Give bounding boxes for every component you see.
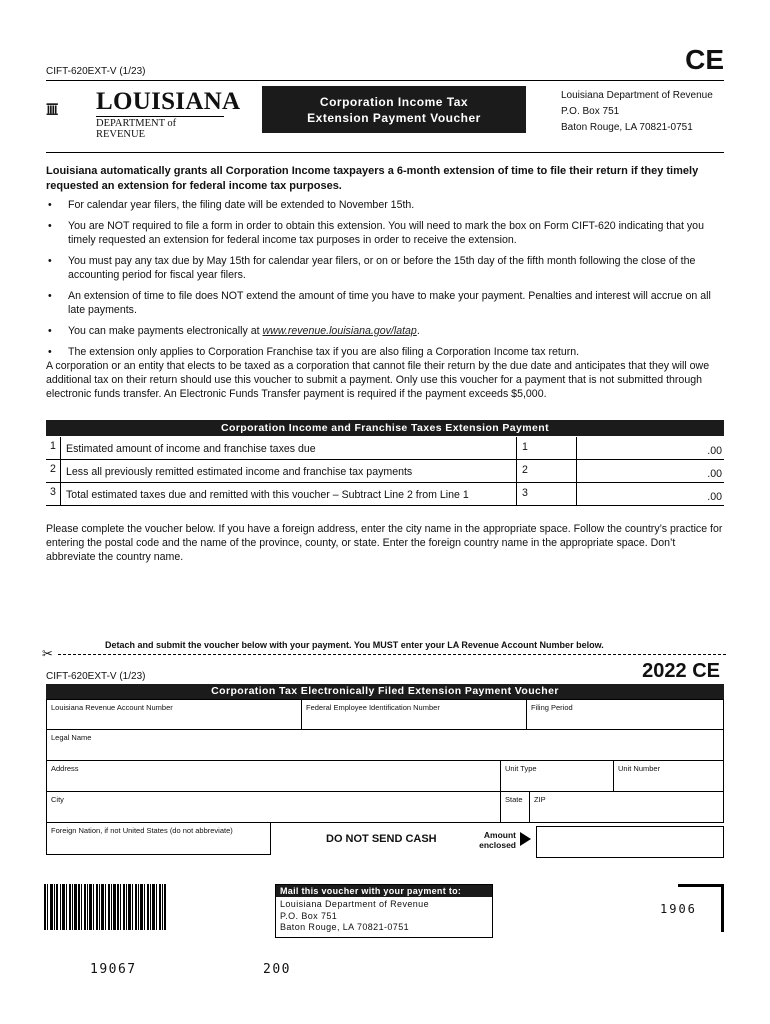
scissors-icon: ✂	[42, 646, 53, 661]
field-label: City	[51, 795, 64, 804]
address-field[interactable]	[46, 760, 501, 792]
bullet-suffix: .	[416, 325, 420, 337]
bullet-item: • An extension of time to file does NOT extend the amount of time you have to make your payment. Penalties and interest will accrue on all late payments.	[46, 289, 726, 317]
amount-enclosed-field[interactable]	[536, 826, 724, 858]
bullet-item: • For calendar year filers, the filing date will be extended to November 15th.	[46, 198, 726, 212]
mail-line1: Louisiana Department of Revenue	[280, 899, 429, 909]
zip-field[interactable]	[529, 791, 724, 823]
mail-line2: P.O. Box 751	[280, 910, 338, 921]
form-title	[262, 86, 526, 133]
field-label: Louisiana Revenue Account Number	[51, 703, 173, 712]
field-label: Unit Number	[618, 764, 661, 773]
eligibility-paragraph: A corporation or an entity that elects to be taxed as a corporation that cannot file their return by the due date and anticipates that they will owe additional tax on their return should use this voucher to submit a payment. Only use this voucher for a payment that is not submitted through electronic funds transfer. An Electronic Funds Transfer payment is required if the payment exceeds $5,000.	[46, 360, 710, 400]
cents-label: .00	[707, 445, 722, 457]
voucher-form-id: CIFT-620EXT-V (1/23)	[46, 671, 146, 682]
title-line2: Extension Payment Voucher	[307, 110, 481, 125]
mailing-address-box	[275, 884, 493, 938]
field-label: Filing Period	[531, 703, 573, 712]
bullet-item: • You are NOT required to file a form in order to obtain this extension. You will need to mark the box on Form CIFT-620 indicating that you timely requested an extension for federal income tax purposes in order to receive the extension.	[46, 219, 726, 247]
legal-name-field[interactable]	[46, 729, 724, 761]
cut-line	[58, 654, 726, 655]
field-label: Foreign Nation, if not United States (do not abbreviate)	[51, 826, 233, 835]
unit-number-field[interactable]	[613, 760, 724, 792]
scan-code-right: 1906	[660, 902, 697, 916]
section-divider	[46, 152, 724, 153]
calc-row-3	[46, 483, 724, 506]
bullet-item: • The extension only applies to Corporation Franchise tax if you are also filing a Corporation Income tax return.	[46, 345, 726, 359]
row-number: 1	[46, 437, 61, 459]
cents-label: .00	[707, 491, 722, 503]
amount-field-line3[interactable]	[576, 483, 724, 505]
line-number: 3	[516, 483, 522, 505]
cents-label: .00	[707, 468, 722, 480]
line-number: 2	[516, 460, 522, 482]
scan-code-middle: 200	[263, 962, 291, 977]
intro-text: Louisiana automatically grants all Corporation Income taxpayers a 6-month extension of time to file their return if they timely requested an extension for federal income tax purposes.	[46, 165, 699, 192]
agency-dept: DEPARTMENT of REVENUE	[96, 116, 224, 140]
detach-instructions: Detach and submit the voucher below with your payment. You MUST enter your LA Revenue Account Number below.	[105, 640, 604, 650]
bullet-prefix: You can make payments electronically at	[68, 325, 263, 337]
amount-label-line1: Amount	[483, 830, 516, 840]
address-line1: Louisiana Department of Revenue	[561, 90, 713, 101]
row-number: 2	[46, 460, 61, 482]
unit-type-field[interactable]	[500, 760, 614, 792]
bullet-list	[46, 198, 726, 366]
address-line2: P.O. Box 751	[561, 106, 620, 117]
scan-code-left: 19067	[90, 962, 137, 977]
field-label: Address	[51, 764, 79, 773]
calc-row-1	[46, 437, 724, 460]
line-number: 1	[516, 437, 522, 459]
do-not-send-cash: DO NOT SEND CASH	[326, 833, 437, 845]
calc-table-header: Corporation Income and Franchise Taxes Extension Payment	[46, 420, 724, 436]
agency-name: LOUISIANA	[96, 88, 241, 115]
amount-field-line2[interactable]	[576, 460, 724, 482]
latap-link[interactable]: www.revenue.louisiana.gov/latap	[262, 325, 417, 337]
voucher-year-code: 2022 CE	[642, 660, 720, 682]
amount-field-line1[interactable]	[576, 437, 724, 459]
amount-label-line2: enclosed	[479, 840, 516, 850]
mail-header: Mail this voucher with your payment to:	[276, 885, 492, 897]
row-number: 3	[46, 483, 61, 505]
louisiana-logo-icon	[46, 86, 94, 132]
field-label: Legal Name	[51, 733, 92, 742]
row-label: Total estimated taxes due and remitted with this voucher – Subtract Line 2 from Line 1	[66, 489, 469, 501]
row-label: Estimated amount of income and franchise taxes due	[66, 443, 316, 455]
agency-address	[561, 88, 713, 136]
state-field[interactable]	[500, 791, 530, 823]
address-line3: Baton Rouge, LA 70821-0751	[561, 122, 693, 133]
bullet-item-electronic	[46, 324, 726, 338]
field-label: State	[505, 795, 523, 804]
city-field[interactable]	[46, 791, 501, 823]
field-label: Unit Type	[505, 764, 537, 773]
account-number-field[interactable]	[46, 699, 302, 730]
barcode-icon	[44, 884, 166, 930]
fein-field[interactable]	[301, 699, 527, 730]
foreign-nation-field[interactable]	[46, 822, 271, 855]
calc-row-2	[46, 460, 724, 483]
field-label: Federal Employee Identification Number	[306, 703, 440, 712]
field-label: ZIP	[534, 795, 546, 804]
form-code: CE	[685, 44, 724, 75]
filing-period-field[interactable]	[526, 699, 724, 730]
row-label: Less all previously remitted estimated income and franchise tax payments	[66, 466, 413, 478]
voucher-header: Corporation Tax Electronically Filed Extension Payment Voucher	[46, 684, 724, 699]
amount-enclosed-label	[474, 830, 516, 850]
bullet-item: • You must pay any tax due by May 15th for calendar year filers, or on or before the 15th day of the fifth month following the close of the accounting period for fiscal year filers.	[46, 254, 726, 282]
voucher-instructions: Please complete the voucher below. If you have a foreign address, enter the city name in the appropriate space. Follow the country’s practice for entering the postal code and the name of the province, county, or state. Enter the foreign country name in the appropriate space. Don’t abbreviate the country name.	[46, 523, 723, 563]
header-divider	[46, 80, 724, 81]
arrow-right-icon	[520, 832, 531, 846]
form-id: CIFT-620EXT-V (1/23)	[46, 66, 146, 77]
title-line1: Corporation Income Tax	[319, 94, 469, 109]
mail-line3: Baton Rouge, LA 70821-0751	[280, 922, 409, 932]
